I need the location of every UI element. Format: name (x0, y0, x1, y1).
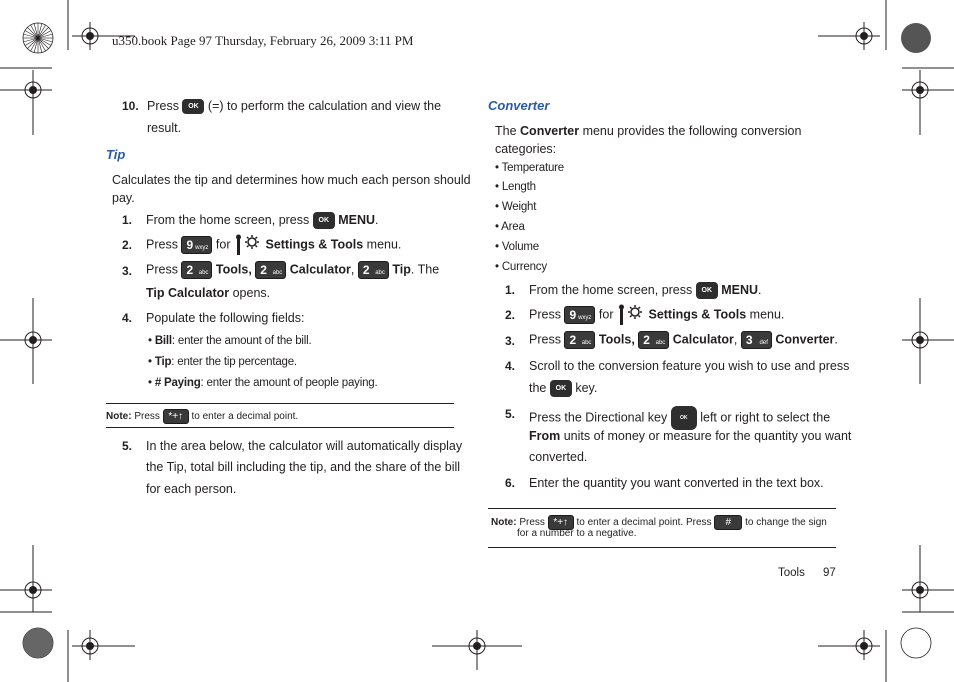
category-currency: • Currency (495, 261, 547, 273)
settings-tools-icon (234, 233, 262, 257)
star-key-icon: *+↑ (163, 409, 189, 424)
category-area: • Area (495, 221, 525, 233)
note-rule-top (106, 403, 454, 404)
right-step-3 (505, 332, 838, 349)
settings-tools-label: Settings & Tools (648, 307, 747, 322)
calculator-label: Calculator (289, 262, 351, 277)
text: From the home screen, press (146, 213, 310, 227)
step-number: 10. (122, 99, 139, 113)
tip-calculator-label: Tip Calculator (146, 286, 230, 300)
text: for (598, 307, 614, 322)
text: the Tip, total bill including the tip, and the share of the bill (146, 460, 461, 474)
converter-intro: The Converter menu provides the following conversion (495, 124, 802, 138)
note-rule-bottom (106, 427, 454, 428)
tip-label: Tip (392, 262, 411, 277)
step-number: 3. (505, 334, 516, 348)
text: Press (134, 411, 160, 423)
book-header: u350.book Page 97 Thursday, February 26, 2009 3:11 PM (112, 33, 414, 48)
text: From the home screen, press (529, 283, 693, 297)
text: In the area below, the calculator will automatically display (146, 439, 463, 453)
bullet-paying: • # Paying: enter the amount of people paying. (148, 377, 378, 389)
note-label: Note: (106, 411, 132, 423)
step-number: 4. (505, 359, 516, 373)
step-number: 2. (505, 308, 516, 322)
converter-section-title: Converter (488, 98, 550, 113)
left-step-3 (122, 262, 440, 300)
tip-section-title: Tip (106, 147, 126, 162)
text: menu. (366, 237, 402, 252)
directional-key-icon: OK (671, 406, 697, 430)
text: Enter the quantity you want converted in the text box. (529, 476, 824, 490)
right-step-4 (505, 358, 850, 395)
text: Populate the following fields: (146, 311, 305, 325)
converter-label: Converter (775, 332, 835, 347)
text: Press (147, 99, 179, 113)
left-step-1 (122, 212, 379, 228)
category-temperature: • Temperature (495, 162, 564, 174)
step-number: 5. (122, 439, 133, 453)
text: . (375, 213, 379, 227)
right-note-line-2: for a number to a negative. (517, 528, 637, 539)
right-step-5 (505, 406, 852, 464)
settings-tools-label: Settings & Tools (265, 237, 364, 252)
text: to change the sign (745, 517, 827, 529)
tools-label: Tools, (215, 262, 252, 277)
key-2-icon: 2 abc (255, 261, 286, 279)
left-step-2 (122, 237, 402, 253)
text: for each person. (146, 482, 237, 496)
from-label: From (529, 429, 561, 443)
text: . (834, 332, 838, 347)
text: . The (410, 262, 440, 277)
text: Press (519, 517, 545, 529)
tip-description-2: pay. (112, 191, 135, 205)
menu-label: MENU (721, 283, 759, 297)
settings-tools-icon (617, 303, 645, 327)
ok-key-icon: OK (696, 282, 718, 299)
menu-label: MENU (338, 213, 376, 227)
bullet-bill: • Bill: enter the amount of the bill. (148, 335, 312, 347)
text: for (215, 237, 231, 252)
text: . (758, 283, 762, 297)
footer-section: Tools (778, 567, 805, 579)
right-step-2 (505, 307, 785, 323)
text: Press (529, 307, 561, 322)
tip-description: Calculates the tip and determines how much each person should (112, 173, 471, 187)
text: units of money or measure for the quantity you want (563, 429, 852, 443)
key-2-icon: 2 abc (638, 331, 669, 349)
text: to perform the calculation and view the (227, 99, 442, 113)
ok-key-icon: OK (550, 380, 572, 397)
step-number: 6. (505, 476, 516, 490)
text: to enter a decimal point. (191, 411, 299, 423)
text: Press the Directional key (529, 410, 668, 425)
right-step-1 (505, 282, 762, 298)
text: Scroll to the conversion feature you wish to use and press (529, 359, 850, 373)
step-10 (122, 98, 462, 135)
left-step-5 (122, 438, 463, 496)
key-3-icon: 3 def (741, 331, 772, 349)
right-step-6 (505, 475, 824, 491)
step-number: 3. (122, 264, 133, 278)
left-note (106, 409, 298, 424)
text: Press (529, 332, 561, 347)
tools-label: Tools, (598, 332, 635, 347)
step-number: 5. (505, 407, 516, 421)
text: left or right to select the (700, 410, 831, 425)
text: to enter a decimal point. Press (576, 517, 712, 529)
step-number: 4. (122, 311, 133, 325)
ok-key-icon: OK (182, 99, 204, 114)
key-2-icon: 2 abc (564, 331, 595, 349)
text: opens. (232, 286, 271, 300)
text: , (350, 262, 355, 277)
note-rule-top (488, 508, 836, 509)
bullet-tip: • Tip: enter the tip percentage. (148, 356, 297, 368)
text: , (733, 332, 738, 347)
converter-intro-2: categories: (495, 142, 557, 156)
star-key-icon: *+↑ (548, 515, 574, 530)
key-2-icon: 2 abc (181, 261, 212, 279)
text: result. (147, 121, 182, 135)
note-rule-bottom (488, 547, 836, 548)
left-step-4 (122, 310, 305, 326)
text: Press (146, 262, 178, 277)
step-number: 1. (122, 213, 133, 227)
ok-key-icon: OK (313, 212, 335, 229)
text: (=) (207, 99, 224, 113)
category-volume: • Volume (495, 241, 539, 253)
step-number: 2. (122, 238, 133, 252)
category-length: • Length (495, 181, 536, 193)
text: menu. (749, 307, 785, 322)
key-9-icon: 9 wxyz (564, 306, 595, 324)
page-number: 97 (823, 567, 836, 579)
calculator-label: Calculator (672, 332, 734, 347)
step-number: 1. (505, 283, 516, 297)
text: Press (146, 237, 178, 252)
text: key. (575, 381, 598, 395)
key-9-icon: 9 wxyz (181, 236, 212, 254)
text: the (529, 381, 547, 395)
category-weight: • Weight (495, 201, 537, 213)
note-label: Note: (491, 517, 517, 529)
key-2-icon: 2 abc (358, 261, 389, 279)
text: converted. (529, 450, 588, 464)
hash-key-icon: # (714, 515, 742, 530)
